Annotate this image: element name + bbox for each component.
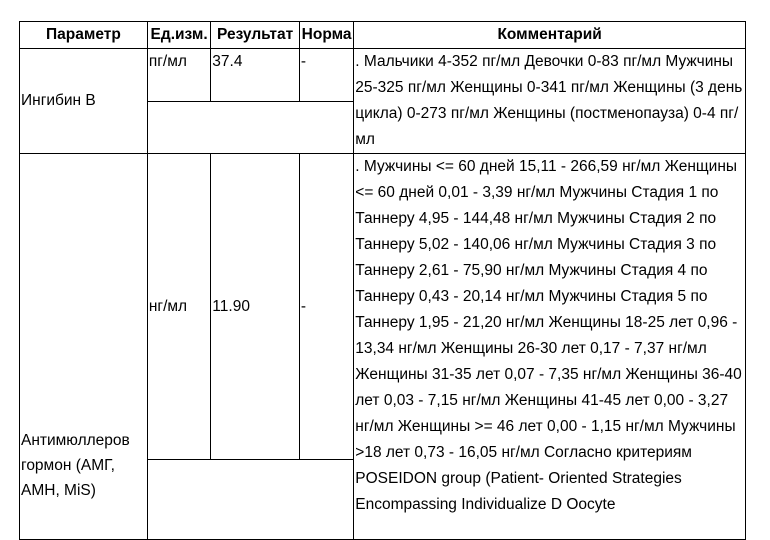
header-norm: Норма bbox=[299, 22, 353, 49]
table-row bbox=[20, 49, 746, 102]
result-cell: 37.4 bbox=[211, 49, 300, 102]
result-cell: 11.90 bbox=[211, 154, 300, 460]
table-header-row bbox=[20, 22, 746, 49]
unit-cell: пг/мл bbox=[147, 49, 210, 102]
norm-cell: - bbox=[299, 154, 353, 460]
table-row bbox=[20, 154, 746, 460]
results-table bbox=[19, 21, 746, 540]
empty-cell bbox=[147, 101, 353, 154]
comment-cell: . Мальчики 4-352 пг/мл Девочки 0-83 пг/мл Мужчины 25-325 пг/мл Женщины 0-341 пг/мл Женщины (3 день цикла) 0-273 пг/мл Женщины (постменопауза) 0-4 пг/мл bbox=[354, 49, 746, 154]
header-param: Параметр bbox=[20, 22, 148, 49]
comment-cell: . Мужчины <= 60 дней 15,11 - 266,59 нг/мл Женщины <= 60 дней 0,01 - 3,39 нг/мл Мужчины Стадия 1 по Таннеру 4,95 - 144,48 нг/мл Мужчины Стадия 2 по Таннеру 5,02 - 140,06 нг/мл Мужчины Стадия 3 по Таннеру 2,61 - 75,90 нг/мл Мужчины Стадия 4 по Таннеру 0,43 - 20,14 нг/мл Мужчины Стадия 5 по Таннеру 1,95 - 21,20 нг/мл Женщины 18-25 лет 0,96 - 13,34 нг/мл Женщины 26-30 лет 0,17 - 7,37 нг/мл Женщины 31-35 лет 0,07 - 7,35 нг/мл Женщины 36-40 лет 0,03 - 7,15 нг/мл Женщины 41-45 лет 0,00 - 3,27 нг/мл Женщины >= 46 лет 0,00 - 1,15 нг/мл Мужчины >18 лет 0,73 - 16,05 нг/мл Согласно критериям POSEIDON group (Patient- Oriented Strategies Encompassing Individualize D Oocyte bbox=[354, 154, 746, 540]
header-comment: Комментарий bbox=[354, 22, 746, 49]
empty-cell bbox=[147, 460, 353, 540]
header-unit: Ед.изм. bbox=[147, 22, 210, 49]
param-cell: Антимюллеров гормон (АМГ, AMH, MiS) bbox=[20, 154, 148, 540]
header-result: Результат bbox=[211, 22, 300, 49]
unit-cell: нг/мл bbox=[147, 154, 210, 460]
param-cell: Ингибин В bbox=[20, 49, 148, 154]
norm-cell: - bbox=[299, 49, 353, 102]
